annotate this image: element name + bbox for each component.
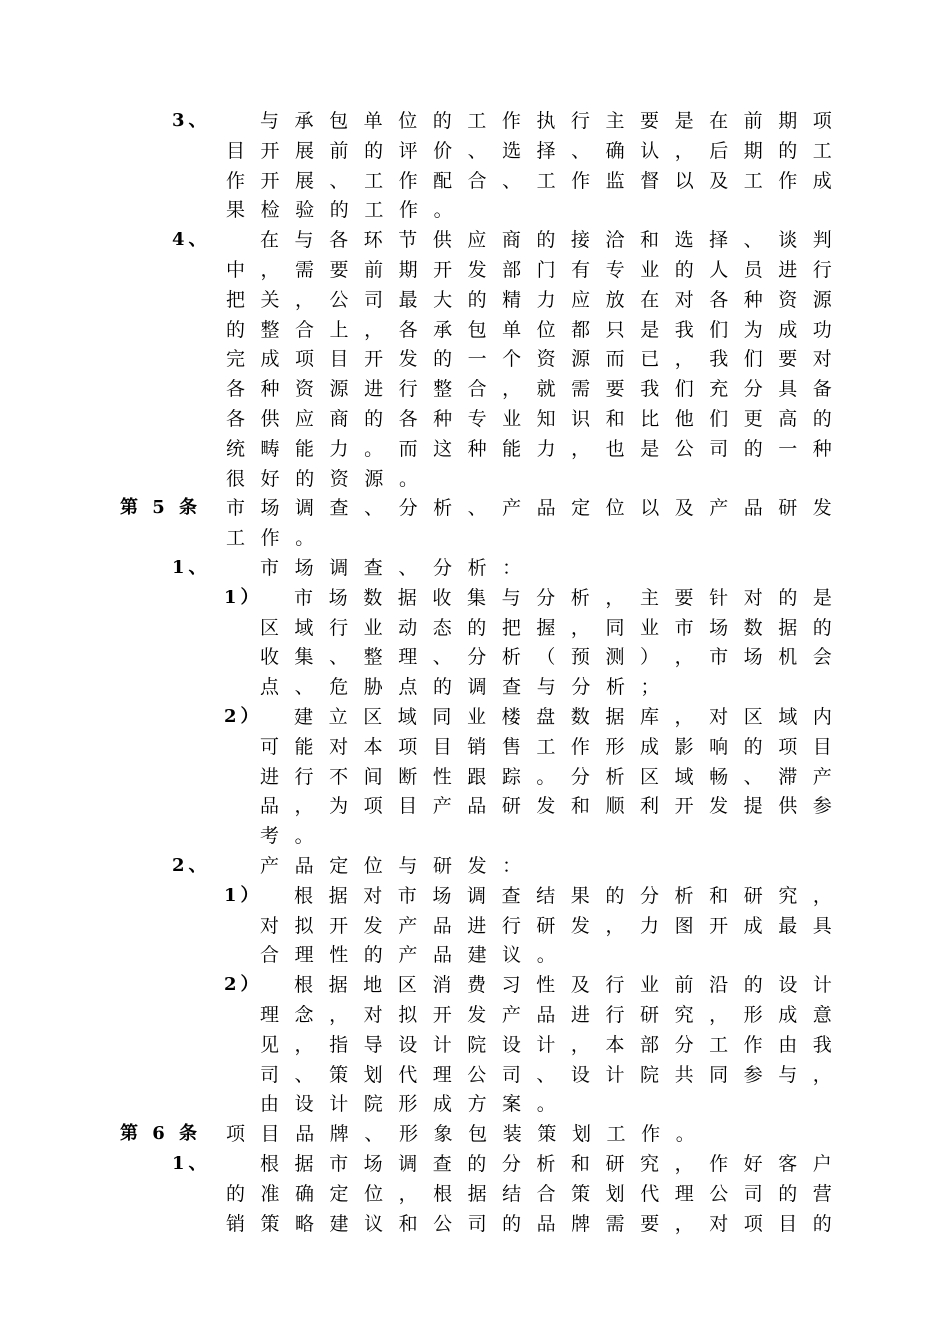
item-label: 3、 <box>172 110 211 131</box>
item-label: 1） <box>224 884 263 906</box>
item-label: 4、 <box>172 229 211 251</box>
text-line: 很 好 的 资 源 。 <box>226 467 418 490</box>
text-line: 区 域 行 业 动 态 的 把 握 ， 同 业 市 场 数 据 的 <box>260 616 832 639</box>
text-line: 市 场 调 查 、 分 析 、 产 品 定 位 以 及 产 品 研 发 <box>226 497 832 520</box>
text-line: 考 。 <box>260 825 314 848</box>
text-line: 根 据 市 场 调 查 的 分 析 和 研 究 ， 作 好 客 户 <box>260 1153 832 1175</box>
text-line: 工 作 。 <box>226 527 315 550</box>
text-line: 中 ， 需 要 前 期 开 发 部 门 有 专 业 的 人 员 进 行 <box>226 259 832 281</box>
text-line: 由 设 计 院 形 成 方 案 。 <box>260 1093 556 1116</box>
item-label: 1、 <box>172 1153 211 1174</box>
text-line: 收 集 、 整 理 、 分 析 （ 预 测 ） ， 市 场 机 会 <box>260 646 832 669</box>
text-line: 可 能 对 本 项 目 销 售 工 作 形 成 影 响 的 项 目 <box>260 735 832 758</box>
text-line: 项 目 品 牌 、 形 象 包 装 策 划 工 作 。 <box>226 1123 695 1146</box>
text-line: 作 开 展 、 工 作 配 合 、 工 作 监 督 以 及 工 作 成 <box>226 169 832 192</box>
text-line: 根 据 地 区 消 费 习 性 及 行 业 前 沿 的 设 计 <box>294 974 832 997</box>
item-label: 第 5 条 <box>120 497 202 519</box>
text-line: 品 ， 为 项 目 产 品 研 发 和 顺 利 开 发 提 供 参 <box>260 795 832 818</box>
text-line: 市 场 调 查 、 分 析 ： <box>260 557 522 579</box>
text-line: 市 场 数 据 收 集 与 分 析 ， 主 要 针 对 的 是 <box>294 586 832 609</box>
text-line: 理 念 ， 对 拟 开 发 产 品 进 行 研 究 ， 形 成 意 <box>260 1004 832 1026</box>
text-line: 见 ， 指 导 设 计 院 设 计 ， 本 部 分 工 作 由 我 <box>260 1033 832 1056</box>
text-line: 司 、 策 划 代 理 公 司 、 设 计 院 共 同 参 与 ， <box>260 1063 832 1086</box>
text-line: 合 理 性 的 产 品 建 议 。 <box>260 944 556 967</box>
item-label: 第 6 条 <box>120 1123 202 1145</box>
item-label: 1） <box>224 586 263 608</box>
text-line: 进 行 不 间 断 性 跟 踪 。 分 析 区 域 畅 、 滞 产 <box>260 765 832 788</box>
item-label: 1、 <box>172 557 211 578</box>
text-line: 各 供 应 商 的 各 种 专 业 知 识 和 比 他 们 更 高 的 <box>226 408 832 430</box>
text-line: 在 与 各 环 节 供 应 商 的 接 洽 和 选 择 、 谈 判 <box>260 229 832 252</box>
text-line: 点 、 危 胁 点 的 调 查 与 分 析 ； <box>260 676 660 699</box>
text-line: 的 准 确 定 位 ， 根 据 结 合 策 划 代 理 公 司 的 营 <box>226 1182 832 1205</box>
text-line: 各 种 资 源 进 行 整 合 ， 就 需 要 我 们 充 分 具 备 <box>226 378 832 401</box>
text-line: 与 承 包 单 位 的 工 作 执 行 主 要 是 在 前 期 项 <box>260 110 832 132</box>
item-label: 2、 <box>172 855 211 876</box>
text-line: 销 策 略 建 议 和 公 司 的 品 牌 需 要 ， 对 项 目 的 <box>226 1212 832 1235</box>
text-line: 把 关 ， 公 司 最 大 的 精 力 应 放 在 对 各 种 资 源 <box>226 288 832 311</box>
item-label: 2） <box>224 706 263 727</box>
text-line: 根 据 对 市 场 调 查 结 果 的 分 析 和 研 究 ， <box>294 884 832 907</box>
text-line: 完 成 项 目 开 发 的 一 个 资 源 而 已 ， 我 们 要 对 <box>226 348 832 371</box>
text-line: 目 开 展 前 的 评 价 、 选 择 、 确 认 ， 后 期 的 工 <box>226 139 832 162</box>
text-line: 对 拟 开 发 产 品 进 行 研 发 ， 力 图 开 成 最 具 <box>260 914 832 937</box>
text-line: 果 检 验 的 工 作 。 <box>226 199 453 222</box>
text-line: 的 整 合 上 ， 各 承 包 单 位 都 只 是 我 们 为 成 功 <box>226 318 832 341</box>
text-line: 建 立 区 域 同 业 楼 盘 数 据 库 ， 对 区 域 内 <box>294 706 832 728</box>
text-line: 产 品 定 位 与 研 发 ： <box>260 855 522 877</box>
item-label: 2） <box>224 974 263 996</box>
text-line: 统 畴 能 力 。 而 这 种 能 力 ， 也 是 公 司 的 一 种 <box>226 437 832 460</box>
